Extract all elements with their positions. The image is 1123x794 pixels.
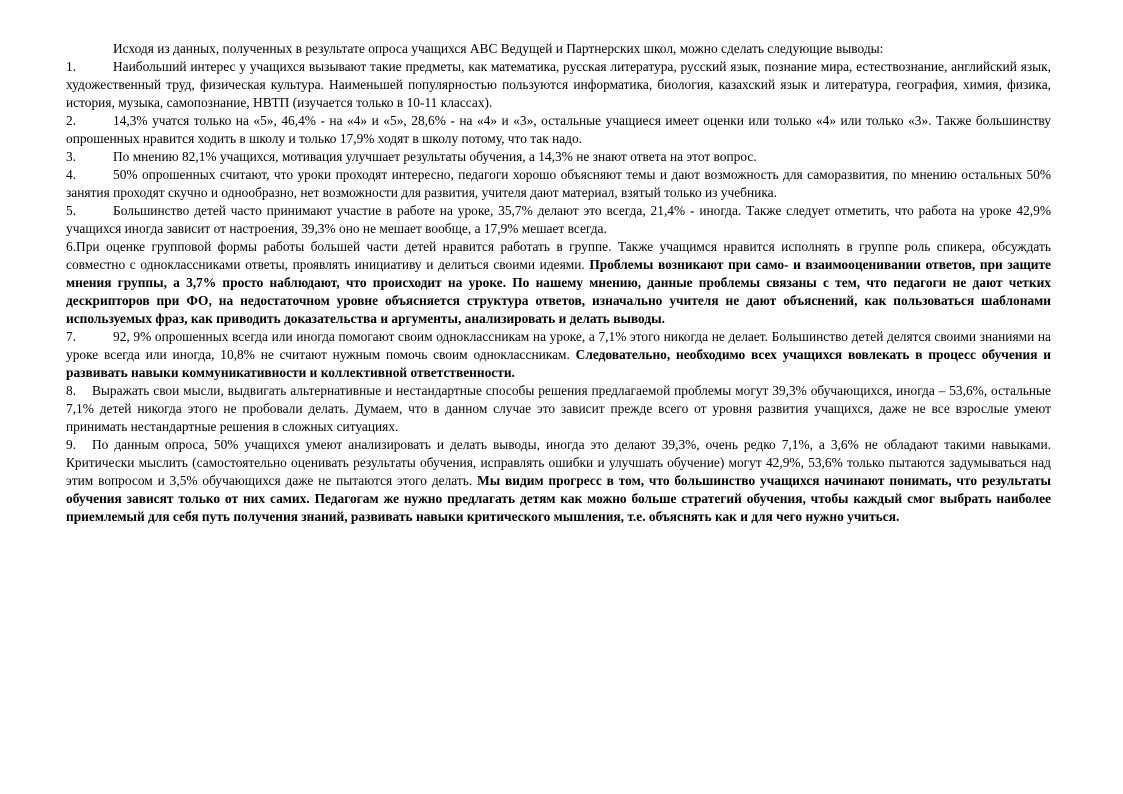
finding-conclusion: Следовательно, необходимо всех учащихся вовлекать в процесс обучения и развивать навыки коммуникативности и коллективной ответственности. [66, 347, 1052, 380]
finding-3 [66, 148, 1051, 166]
finding-9 [66, 436, 1051, 526]
intro-paragraph: Исходя из данных, полученных в результате опроса учащихся АВС Ведущей и Партнерских школ, можно сделать следующие выводы: [113, 41, 884, 56]
document-page [66, 40, 1051, 526]
finding-1 [66, 58, 1051, 112]
finding-text: 92, 9% опрошенных всегда или иногда помогают своим одноклассникам на уроке, а 7,1% этого никогда не делает. Большинство детей делятся своими знаниями на уроке всегда или иногда, 10,8% не считают нужным помочь своим одноклассникам. [66, 329, 1051, 362]
finding-text: Большинство детей часто принимают участие в работе на уроке, 35,7% делают это всегда, 21,4% - иногда. Также следует отметить, что работа на уроке 42,9% учащихся иногда зависит от настроения, 39,3% оно не мешает вообще, а 17,9% мешает всегда. [66, 203, 1051, 236]
finding-text: По данным опроса, 50% учащихся умеют анализировать и делать выводы, иногда это делают 39,3%, очень редко 7,1%, а 3,6% не обладают такими навыками. Критически мыслить (самостоятельно оценивать результаты обучения, исправлять ошибки и улучшать обучение) могут 42,9%, 53,6% только пытаются задумываться над этим вопросом и 3,5% обучающихся даже не пытаются этого делать. [66, 437, 1051, 488]
finding-7 [66, 328, 1051, 382]
finding-number: 9. [66, 437, 77, 452]
finding-text: 14,3% учатся только на «5», 46,4% - на «4» и «5», 28,6% - на «4» и «3», остальные учащиеся имеет оценки или только «4» или только «3». Также большинству опрошенных нравится ходить в школу и только 17,9% ходят в школу потому, что так надо. [66, 113, 1051, 146]
finding-2 [66, 112, 1051, 148]
finding-6 [66, 238, 1051, 328]
finding-text: По мнению 82,1% учащихся, мотивация улучшает результаты обучения, а 14,3% не знают ответа на этот вопрос. [113, 149, 757, 164]
finding-8 [66, 382, 1051, 436]
finding-text: При оценке групповой формы работы большей части детей нравится работать в группе. Также учащимся нравится исполнять в группе роль спикера, обсуждать совместно с одноклассниками ответы, проявлять инициативу и делиться своими идеями. [66, 239, 1051, 272]
finding-5 [66, 202, 1051, 238]
finding-number: 5. [66, 203, 77, 218]
finding-text: Выражать свои мысли, выдвигать альтернативные и нестандартные способы решения предлагаемой проблемы могут 39,3% обучающихся, иногда – 53,6%, остальные 7,1% детей никогда этого не пробовали делать. Думаем, что в данном случае это зависит прежде всего от уровня развития учащихся, даже не все взрослые умеют принимать нестандартные решения в сложных ситуациях. [66, 383, 1051, 434]
finding-number: 3. [66, 149, 77, 164]
finding-text: 50% опрошенных считают, что уроки проходят интересно, педагоги хорошо объясняют темы и дают возможность для саморазвития, по мнению остальных 50% занятия проходят скучно и однообразно, нет возможности для развития, учителя дают материал, взятый только из учебника. [66, 167, 1051, 200]
finding-number: 8. [66, 383, 77, 398]
finding-number: 4. [66, 167, 77, 182]
finding-4 [66, 166, 1051, 202]
finding-text: Наибольший интерес у учащихся вызывают такие предметы, как математика, русская литература, русский язык, познание мира, естествознание, английский язык, художественный труд, физическая культура. Наименьшей популярностью пользуются информатика, биология, казахский язык и литература, география, химия, физика, история, музыка, самопознание, НВТП (изучается только в 10-11 классах). [66, 59, 1051, 110]
finding-conclusion: Мы видим прогресс в том, что большинство учащихся начинают понимать, что результаты обучения зависят только от них самих. Педагогам же нужно предлагать детям как можно больше стратегий обучения, чтобы каждый смог выбрать наиболее приемлемый для себя путь получения знаний, развивать навыки критического мышления, т.е. объяснять как и для чего нужно учиться. [66, 473, 1051, 524]
finding-number: 6. [66, 239, 77, 254]
finding-conclusion: Проблемы возникают при само- и взаимооценивании ответов, при защите мнения группы, а 3,7% просто наблюдают, что происходит на уроке. По нашему мнению, данные проблемы связаны с тем, что педагоги не дают четких дескрипторов при ФО, на недостаточном уровне объясняется структура ответов, изначально учителя не дают объяснений, как пользоваться шаблонами используемых фраз, как приводить доказательства и аргументы, анализировать и делать выводы. [66, 257, 1051, 326]
finding-number: 2. [66, 113, 77, 128]
finding-number: 1. [66, 59, 77, 74]
finding-number: 7. [66, 329, 77, 344]
